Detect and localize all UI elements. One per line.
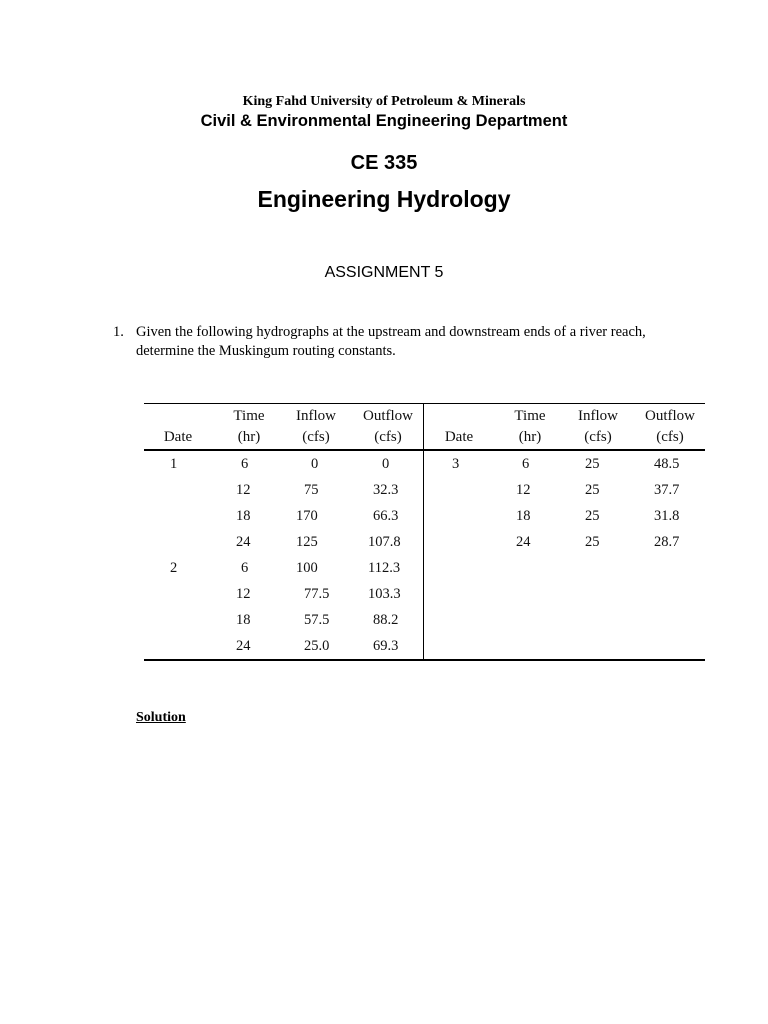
course-code: CE 335 (350, 152, 418, 174)
header-time-unit: (hr) (237, 429, 261, 445)
table-cell-outflow: 69.3 (373, 638, 399, 654)
question-text-line-2: determine the Muskingum routing constants. (136, 343, 396, 359)
header-inflow-unit: (cfs) (302, 429, 330, 445)
table-cell-time: 6 (522, 456, 530, 472)
header-inflow: Inflow (578, 408, 618, 424)
header-outflow-unit: (cfs) (374, 429, 402, 445)
table-cell-time: 18 (516, 508, 531, 524)
table-cell-outflow: 107.8 (368, 534, 401, 550)
table-cell-outflow: 112.3 (368, 560, 401, 576)
header-time: Time (233, 408, 265, 424)
header-time: Time (514, 408, 546, 424)
table-cell-inflow: 170 (296, 508, 318, 524)
table-cell-inflow: 125 (296, 534, 318, 550)
header-date: Date (163, 429, 193, 445)
table-cell-time: 6 (241, 560, 249, 576)
header-inflow-unit: (cfs) (584, 429, 612, 445)
table-header-rule (144, 449, 705, 451)
table-cell-outflow: 48.5 (654, 456, 680, 472)
table-cell-outflow: 88.2 (373, 612, 399, 628)
table-cell-inflow: 75 (304, 482, 319, 498)
table-cell-outflow: 0 (382, 456, 390, 472)
table-cell-time: 12 (236, 482, 251, 498)
table-cell-inflow: 25 (585, 456, 600, 472)
table-cell-time: 6 (241, 456, 249, 472)
table-cell-inflow: 77.5 (304, 586, 330, 602)
question-number: 1. (113, 324, 124, 340)
table-cell-time: 24 (236, 638, 251, 654)
table-cell-inflow: 25 (585, 534, 600, 550)
table-cell-outflow: 37.7 (654, 482, 680, 498)
table-cell-date: 1 (170, 456, 178, 472)
table-cell-inflow: 100 (296, 560, 318, 576)
table-cell-inflow: 25 (585, 508, 600, 524)
header-inflow: Inflow (296, 408, 336, 424)
table-cell-time: 18 (236, 612, 251, 628)
table-cell-inflow: 25 (585, 482, 600, 498)
table-cell-outflow: 28.7 (654, 534, 680, 550)
table-cell-time: 18 (236, 508, 251, 524)
department-name: Civil & Environmental Engineering Department (200, 112, 568, 130)
question-text-line-1: Given the following hydrographs at the upstream and downstream ends of a river reach, (136, 324, 646, 340)
table-cell-outflow: 32.3 (373, 482, 399, 498)
table-cell-date: 2 (170, 560, 178, 576)
header-outflow: Outflow (363, 408, 413, 424)
hydrograph-table (144, 403, 705, 661)
header-outflow-unit: (cfs) (656, 429, 684, 445)
table-cell-time: 24 (516, 534, 531, 550)
table-cell-outflow: 66.3 (373, 508, 399, 524)
header-outflow: Outflow (645, 408, 695, 424)
table-cell-outflow: 31.8 (654, 508, 680, 524)
table-cell-outflow: 103.3 (368, 586, 401, 602)
header-time-unit: (hr) (518, 429, 542, 445)
header-date: Date (444, 429, 474, 445)
assignment-title: ASSIGNMENT 5 (324, 264, 444, 281)
table-cell-inflow: 25.0 (304, 638, 330, 654)
table-cell-time: 12 (236, 586, 251, 602)
solution-heading: Solution (136, 710, 186, 725)
table-cell-inflow: 0 (311, 456, 319, 472)
table-cell-inflow: 57.5 (304, 612, 330, 628)
table-cell-time: 24 (236, 534, 251, 550)
table-cell-date: 3 (452, 456, 460, 472)
university-name: King Fahd University of Petroleum & Minerals (242, 94, 526, 109)
table-cell-time: 12 (516, 482, 531, 498)
course-title: Engineering Hydrology (257, 186, 511, 212)
table-column-divider (423, 404, 424, 659)
